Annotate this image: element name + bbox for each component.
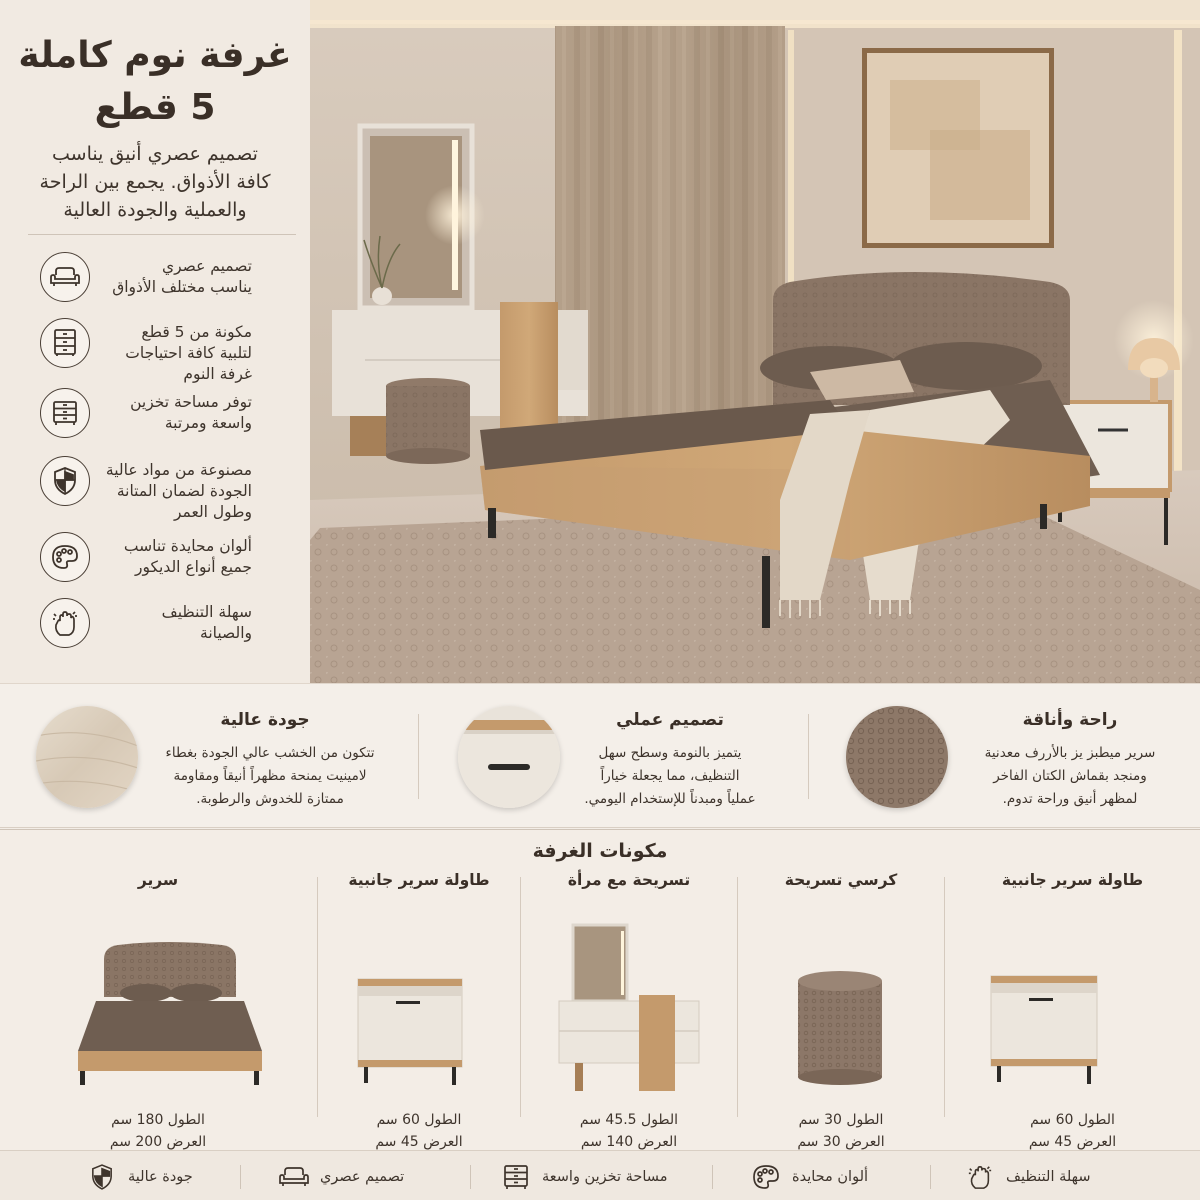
divider bbox=[520, 877, 521, 1117]
feature-item bbox=[36, 318, 296, 383]
feature-text bbox=[82, 460, 252, 523]
bed-image bbox=[0, 901, 316, 1091]
footer-label: ألوان محايدة bbox=[792, 1169, 869, 1185]
dimension-length: الطول 60 سم bbox=[376, 1112, 462, 1128]
footer-item bbox=[500, 1161, 668, 1193]
feature-line: ألوان محايدة تناسب bbox=[123, 537, 252, 555]
divider bbox=[418, 714, 419, 799]
hand-clean-icon bbox=[40, 598, 90, 648]
feature-text bbox=[82, 602, 252, 644]
feature-item bbox=[36, 456, 296, 521]
divider bbox=[317, 877, 318, 1117]
component-nightstand bbox=[318, 871, 520, 1150]
feature-line: لتلبية كافة احتياجات bbox=[125, 344, 252, 362]
divider bbox=[0, 829, 495, 830]
palette-icon bbox=[40, 532, 90, 582]
quality-line: ومنجد بقماش الكتان الفاخر bbox=[993, 768, 1147, 784]
component-dresser bbox=[521, 871, 737, 1150]
nightstand-image bbox=[318, 901, 520, 1091]
divider bbox=[240, 1165, 241, 1189]
dimension-length: الطول 60 سم bbox=[1030, 1112, 1115, 1128]
shield-icon bbox=[86, 1161, 118, 1193]
divider bbox=[28, 234, 296, 235]
quality-line: لمظهر أنيق وراحة تدوم. bbox=[1002, 791, 1138, 807]
feature-item bbox=[36, 598, 296, 658]
stool-image bbox=[738, 901, 944, 1091]
footer-features bbox=[0, 1150, 1200, 1200]
feature-line: الجودة لضمان المتانة bbox=[116, 482, 252, 500]
quality-text bbox=[550, 742, 790, 811]
dimension-width: العرض 45 سم bbox=[375, 1134, 463, 1150]
feature-line: تصميم عصري bbox=[161, 257, 252, 275]
divider bbox=[737, 877, 738, 1117]
footer-item bbox=[86, 1161, 193, 1193]
title-line-1: غرفة نوم كاملة bbox=[18, 35, 292, 76]
dimension-length: الطول 45.5 سم bbox=[579, 1112, 679, 1128]
quality-line: سرير ميطبز يز بالأررف معدنية bbox=[984, 745, 1156, 761]
feature-line: توفر مساحة تخزين bbox=[130, 393, 252, 411]
component-title: طاولة سرير جانبية bbox=[348, 871, 490, 889]
quality-strip bbox=[0, 683, 1200, 828]
components-section bbox=[0, 829, 1200, 1149]
feature-item bbox=[36, 252, 296, 312]
footer-label: سهلة التنظيف bbox=[1006, 1169, 1091, 1185]
quality-title: راحة وأناقة bbox=[1022, 710, 1118, 730]
component-bed bbox=[0, 871, 316, 1150]
dimension-length: الطول 30 سم bbox=[798, 1112, 884, 1128]
divider bbox=[930, 1165, 931, 1189]
intro-line-2: كافة الأذواق. يجمع بين الراحة bbox=[39, 171, 271, 193]
quality-title: تصميم عملي bbox=[616, 710, 724, 730]
quality-line: تتكون من الخشب عالي الجودة بغطاء bbox=[165, 745, 375, 761]
component-title: طاولة سرير جانبية bbox=[1001, 871, 1144, 889]
footer-item bbox=[278, 1161, 404, 1193]
divider bbox=[470, 1165, 471, 1189]
page-title bbox=[0, 30, 310, 134]
dimension-width: العرض 45 سم bbox=[1028, 1134, 1117, 1150]
feature-item bbox=[36, 388, 296, 448]
feature-line: جميع أنواع الديكور bbox=[134, 558, 252, 576]
feature-line: والصيانة bbox=[200, 624, 252, 642]
component-title: تسريحة مع مرأة bbox=[567, 871, 691, 889]
footer-item bbox=[750, 1161, 868, 1193]
component-title: كرسي تسريحة bbox=[784, 871, 898, 889]
feature-line: مكونة من 5 قطع bbox=[141, 323, 252, 341]
dresser-image bbox=[521, 901, 737, 1091]
intro-line-3: والعملية والجودة العالية bbox=[63, 199, 247, 221]
info-panel bbox=[0, 0, 310, 683]
cabinet-icon bbox=[500, 1161, 532, 1193]
dimension-width: العرض 200 سم bbox=[109, 1134, 207, 1150]
footer-label: جودة عالية bbox=[128, 1169, 193, 1185]
intro-line-1: تصميم عصري أنيق يناسب bbox=[52, 143, 258, 165]
quality-line: عملياً ومبدناً للإستخدام اليومي. bbox=[584, 791, 756, 807]
sofa-icon bbox=[40, 252, 90, 302]
feature-text bbox=[82, 322, 252, 385]
dimension-length: الطول 180 سم bbox=[111, 1112, 205, 1128]
footer-label: مساحة تخزين واسعة bbox=[542, 1169, 668, 1185]
feature-line: وطول العمر bbox=[173, 503, 252, 521]
component-title: سرير bbox=[137, 871, 179, 889]
divider bbox=[712, 1165, 713, 1189]
quality-line: التنظيف، مما يجعلة خياراً bbox=[600, 768, 740, 784]
feature-text bbox=[82, 536, 252, 578]
quality-practical bbox=[420, 684, 810, 829]
quality-comfort bbox=[810, 684, 1200, 829]
dimension-width: العرض 30 سم bbox=[797, 1134, 885, 1150]
wood-swatch-image bbox=[36, 706, 138, 808]
feature-item bbox=[36, 532, 296, 592]
divider bbox=[944, 877, 945, 1117]
quality-material bbox=[0, 684, 390, 829]
dimension-width: العرض 140 سم bbox=[580, 1134, 678, 1150]
feature-line: يناسب مختلف الأذواق bbox=[112, 278, 252, 296]
nightstand-image bbox=[945, 901, 1200, 1091]
drawers-icon bbox=[40, 318, 90, 368]
cabinet-icon bbox=[40, 388, 90, 438]
feature-line: واسعة ومرتبة bbox=[164, 414, 252, 432]
sofa-icon bbox=[278, 1161, 310, 1193]
footer-item bbox=[964, 1161, 1091, 1193]
intro-text bbox=[20, 140, 290, 224]
divider bbox=[705, 829, 1200, 830]
quality-line: يتميز بالنومة وسطح سهل bbox=[598, 745, 742, 761]
fabric-swatch-image bbox=[846, 706, 948, 808]
quality-line: لامينيت يمنحة مظهراً أنيقاً ومقاومة bbox=[173, 768, 367, 784]
title-line-2: 5 قطع bbox=[94, 87, 216, 128]
feature-line: سهلة التنظيف bbox=[161, 603, 252, 621]
footer-label: تصميم عصري bbox=[320, 1169, 405, 1185]
drawer-closeup-image bbox=[458, 706, 560, 808]
feature-text bbox=[82, 392, 252, 434]
shield-icon bbox=[40, 456, 90, 506]
quality-text bbox=[150, 742, 390, 811]
quality-title: جودة عالية bbox=[220, 710, 310, 730]
feature-line: مصنوعة من مواد عالية bbox=[105, 461, 252, 479]
quality-line: ممتازة للخدوش والرطوبة. bbox=[196, 791, 344, 807]
component-stool bbox=[738, 871, 944, 1150]
components-heading: مكونات الغرفة bbox=[495, 829, 705, 871]
bedroom-hero-image bbox=[310, 0, 1200, 683]
quality-text bbox=[950, 742, 1190, 811]
feature-line: غرفة النوم bbox=[183, 365, 252, 383]
component-nightstand bbox=[945, 871, 1200, 1150]
hand-clean-icon bbox=[964, 1161, 996, 1193]
feature-text bbox=[82, 256, 252, 298]
palette-icon bbox=[750, 1161, 782, 1193]
